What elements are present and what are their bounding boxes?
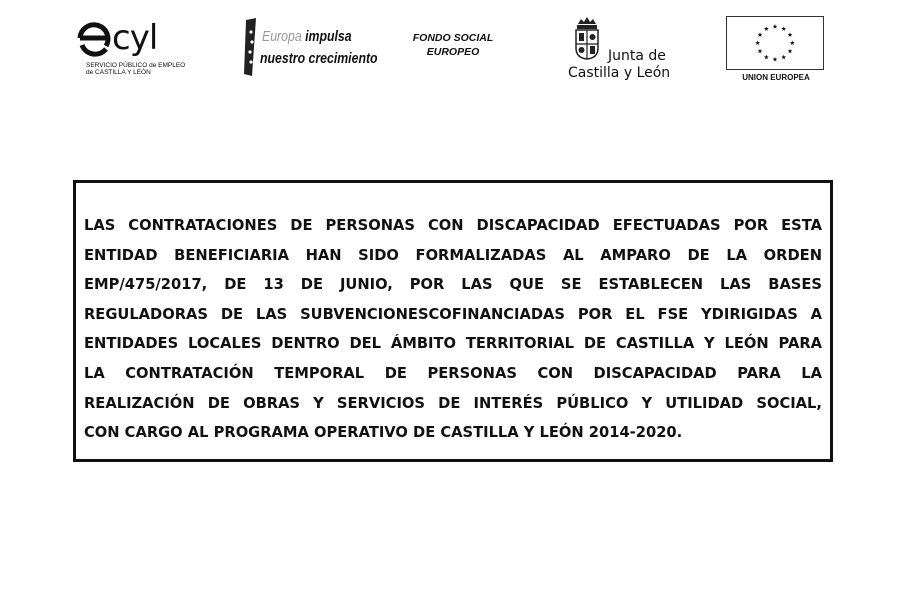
europa-word: Europa [262, 28, 302, 45]
ecyl-wordmark: cyl [112, 18, 158, 58]
eu-flag-stars-icon [726, 16, 824, 70]
notice-line: REALIZACIÓN DE OBRAS Y SERVICIOS DE INTERÉS PÚBLICO Y UTILIDAD SOCIAL, [84, 394, 822, 412]
europa-line1 [262, 28, 352, 45]
impulsa-word: impulsa [301, 28, 352, 45]
eu-star [755, 40, 760, 45]
notice-box [73, 180, 833, 462]
fse-line1: FONDO SOCIAL [412, 32, 494, 44]
eu-star [790, 40, 795, 45]
union-europea-logo [726, 16, 826, 84]
notice-line: REGULADORAS DE LAS SUBVENCIONESCOFINANCIADAS POR EL FSE YDIRIGIDAS A [84, 305, 822, 323]
eu-star [764, 26, 769, 31]
union-europea-label: UNION EUROPEA [742, 73, 810, 82]
eu-star [773, 57, 778, 62]
junta-line1: Junta de [608, 48, 666, 64]
coat-of-arms-icon [574, 16, 600, 60]
eu-star [758, 49, 763, 54]
europa-line2: nuestro crecimiento [260, 50, 378, 67]
notice-line: LA CONTRATACIÓN TEMPORAL DE PERSONAS CON DISCAPACIDAD PARA LA [84, 364, 822, 382]
europa-impulsa-logo [242, 18, 378, 80]
europa-stripe-icon [242, 18, 262, 76]
junta-line2: Castilla y León [568, 65, 671, 81]
ecyl-subtitle-line1: SERVICIO PÚBLICO de EMPLEO [86, 62, 186, 69]
notice-line: EMP/475/2017, DE 13 DE JUNIO, POR LAS QUE SE ESTABLECEN LAS BASES [84, 276, 822, 294]
notice-line: LAS CONTRATACIONES DE PERSONAS CON DISCAPACIDAD EFECTUADAS POR ESTA [84, 217, 822, 234]
eu-star [773, 24, 778, 29]
eu-star [788, 32, 793, 37]
eu-star [758, 32, 763, 37]
notice-text [84, 211, 822, 448]
junta-castilla-leon-logo [566, 16, 686, 86]
eu-star [781, 26, 786, 31]
ecyl-logo [74, 14, 204, 84]
notice-line: CON CARGO AL PROGRAMA OPERATIVO DE CASTILLA Y LEÓN 2014-2020. [84, 424, 683, 442]
eu-star [788, 49, 793, 54]
ecyl-subtitle-line2: de CASTILLA Y LEÓN [86, 69, 151, 76]
notice-line: ENTIDAD BENEFICIARIA HAN SIDO FORMALIZADAS AL AMPARO DE LA ORDEN [84, 246, 822, 264]
eu-star [764, 55, 769, 60]
ecyl-e-icon [74, 18, 114, 58]
fse-line2: EUROPEO [426, 46, 480, 58]
eu-star [781, 55, 786, 60]
notice-line: ENTIDADES LOCALES DENTRO DEL ÁMBITO TERRITORIAL DE CASTILLA Y LEÓN PARA [84, 335, 822, 353]
logo-header [0, 0, 915, 100]
ecyl-subtitle [86, 62, 216, 76]
fondo-social-europeo-label [402, 31, 504, 59]
